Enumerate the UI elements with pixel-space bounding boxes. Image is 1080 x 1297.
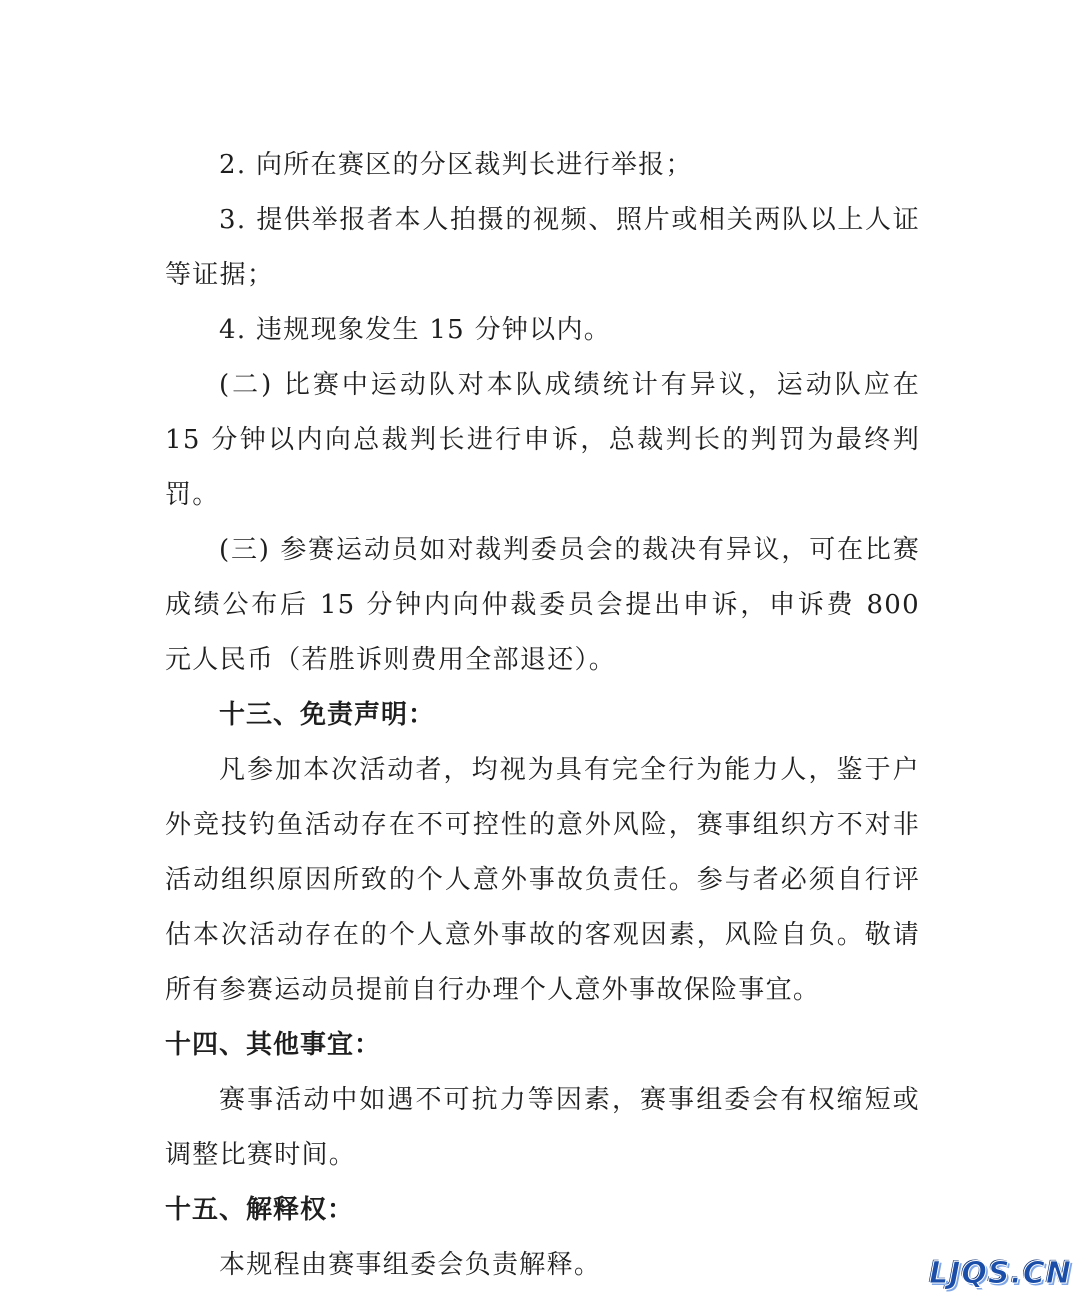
paragraph-disclaimer: 凡参加本次活动者，均视为具有完全行为能力人，鉴于户外竞技钓鱼活动存在不可控性的意外风险，赛事组织方不对非活动组织原因所致的个人意外事故负责任。参与者必须自行评估本次活动存在的个人意外事故的客观因素，风险自负。敬请所有参赛运动员提前自行办理个人意外事故保险事宜。	[165, 755, 920, 1005]
paragraph-score-appeal: (二) 比赛中运动队对本队成绩统计有异议，运动队应在 15 分钟以内向总裁判长进行申诉，总裁判长的判罚为最终判罚。	[165, 370, 920, 510]
paragraph-time-limit: 4. 违规现象发生 15 分钟以内。	[219, 315, 612, 345]
heading-interpretation: 十五、解释权：	[165, 1195, 355, 1225]
paragraph-provide-evidence: 3. 提供举报者本人拍摄的视频、照片或相关两队以上人证等证据；	[165, 205, 920, 290]
paragraph-interpretation: 本规程由赛事组委会负责解释。	[219, 1250, 602, 1280]
paragraph-arbitration-appeal: (三) 参赛运动员如对裁判委员会的裁决有异议，可在比赛成绩公布后 15 分钟内向仲裁委员会提出申诉，申诉费 800 元人民币（若胜诉则费用全部退还）。	[165, 535, 920, 675]
document-body	[165, 138, 920, 1293]
heading-disclaimer: 十三、免责声明：	[219, 700, 436, 730]
paragraph-force-majeure: 赛事活动中如遇不可抗力等因素，赛事组委会有权缩短或调整比赛时间。	[165, 1085, 920, 1170]
paragraph-report-to-referee: 2. 向所在赛区的分区裁判长进行举报；	[219, 150, 693, 180]
heading-other-matters: 十四、其他事宜：	[165, 1030, 382, 1060]
site-watermark: LJQS.CN	[929, 1256, 1072, 1291]
